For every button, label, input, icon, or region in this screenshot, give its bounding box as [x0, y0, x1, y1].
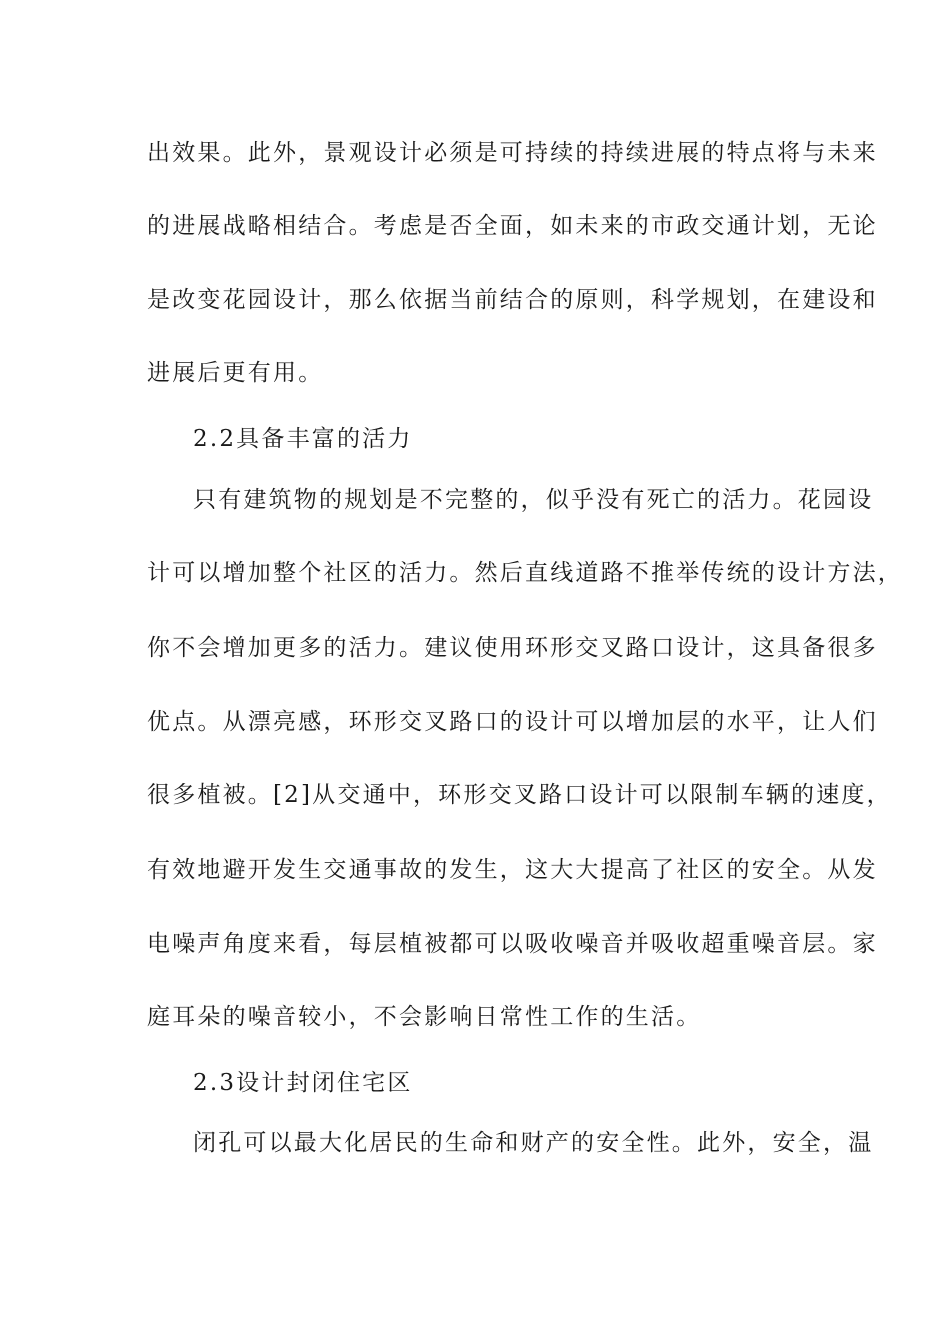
section-heading-2-2: 2.2具备丰富的活力 [193, 426, 413, 452]
paragraph-line: 是改变花园设计，那么依据当前结合的原则，科学规划，在建设和 [147, 287, 878, 313]
paragraph-line: 很多植被。[2]从交通中，环形交叉路口设计可以限制车辆的速度， [147, 782, 892, 808]
paragraph-line: 庭耳朵的噪音较小，不会影响日常性工作的生活。 [147, 1004, 702, 1030]
paragraph-line: 你不会增加更多的活力。建议使用环形交叉路口设计，这具备很多 [147, 635, 878, 661]
paragraph-line: 闭孔可以最大化居民的生命和财产的安全性。此外，安全，温 [193, 1130, 874, 1156]
paragraph-line: 计可以增加整个社区的活力。然后直线道路不推举传统的设计方法， [147, 560, 903, 586]
section-heading-2-3: 2.3设计封闭住宅区 [193, 1070, 413, 1096]
paragraph-line: 只有建筑物的规划是不完整的，似乎没有死亡的活力。花园设 [193, 487, 874, 513]
paragraph-line: 的进展战略相结合。考虑是否全面，如未来的市政交通计划，无论 [147, 213, 878, 239]
paragraph-line: 有效地避开发生交通事故的发生，这大大提高了社区的安全。从发 [147, 857, 878, 883]
paragraph-line: 电噪声角度来看，每层植被都可以吸收噪音并吸收超重噪音层。家 [147, 931, 878, 957]
paragraph-line: 优点。从漂亮感，环形交叉路口的设计可以增加层的水平，让人们 [147, 709, 878, 735]
paragraph-line: 进展后更有用。 [147, 360, 324, 386]
paragraph-line: 出效果。此外，景观设计必须是可持续的持续进展的特点将与未来 [147, 140, 878, 166]
